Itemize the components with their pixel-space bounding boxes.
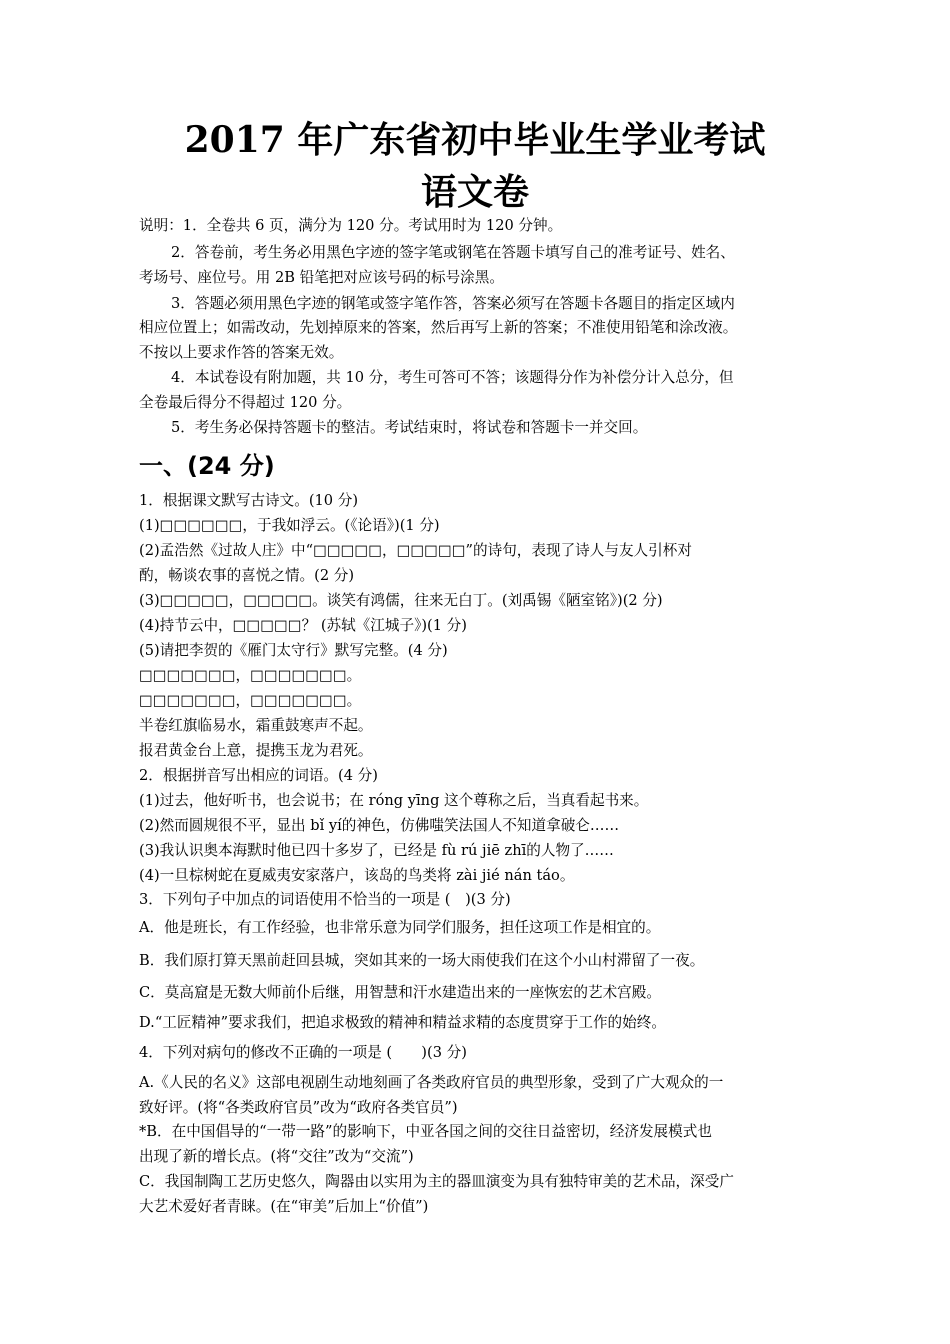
- option-c: C．我国制陶工艺历史悠久，陶器由以实用为主的器皿演变为具有独特审美的艺术品，深受广: [139, 1173, 734, 1190]
- option-a: A．他是班长，有工作经验，也非常乐意为同学们服务，担任这项工作是相宜的。: [139, 919, 661, 936]
- instruction-line: 考场号、座位号。用 2B 铅笔把对应该号码的标号涂黑。: [139, 269, 504, 286]
- option-b-cont: 出现了新的增长点。(将“交往”改为“交流”): [139, 1148, 414, 1165]
- question-stem: 4．下列对病句的修改不正确的一项是 ( )(3 分): [139, 1044, 467, 1061]
- option-c: C．莫高窟是无数大师前仆后继，用智慧和汗水建造出来的一座恢宏的艺术宫殿。: [139, 984, 661, 1001]
- exam-title: 2017 年广东省初中毕业生学业考试: [184, 119, 766, 161]
- option-c-cont: 大艺术爱好者青睐。(在“审美”后加上“价值”): [139, 1198, 429, 1215]
- option-a: A.《人民的名义》这部电视剧生动地刻画了各类政府官员的典型形象，受到了广大观众的一: [139, 1074, 724, 1091]
- question-part: (5)请把李贺的《雁门太守行》默写完整。(4 分): [139, 642, 448, 659]
- question-part: (2)然而圆规很不平，显出 bǐ yí的神色，仿佛嗤笑法国人不知道拿破仑……: [139, 817, 620, 834]
- question-part: (1)过去，他好听书，也会说书；在 róng yīng 这个尊称之后，当真看起书来。: [139, 792, 649, 809]
- instruction-line: 全卷最后得分不得超过 120 分。: [139, 394, 352, 411]
- instruction-line: 3．答题必须用黑色字迹的钢笔或签字笔作答，答案必须写在答题卡各题目的指定区域内: [171, 295, 735, 312]
- option-b: B．我们原打算天黑前赶回县城，突如其来的一场大雨使我们在这个小山村滞留了一夜。: [139, 952, 705, 969]
- question-part: 酌，畅谈农事的喜悦之情。(2 分): [139, 567, 355, 584]
- question-stem: 1．根据课文默写古诗文。(10 分): [139, 492, 359, 509]
- poem-line: □□□□□□□，□□□□□□□。: [139, 692, 362, 709]
- option-b: *B．在中国倡导的“一带一路”的影响下，中亚各国之间的交往日益密切，经济发展模式也: [139, 1123, 712, 1140]
- instruction-line: 相应位置上；如需改动，先划掉原来的答案，然后再写上新的答案；不准使用铅笔和涂改液。: [139, 319, 738, 336]
- exam-subtitle: 语文卷: [420, 171, 529, 213]
- instruction-line: 说明：1．全卷共 6 页，满分为 120 分。考试用时为 120 分钟。: [139, 217, 563, 234]
- section-heading: 一、(24 分): [139, 452, 275, 480]
- option-d: D.“工匠精神”要求我们，把追求极致的精神和精益求精的态度贯穿于工作的始终。: [139, 1014, 666, 1031]
- question-part: (4)一旦棕树蛇在夏威夷安家落户，该岛的鸟类将 zài jié nán táo。: [139, 867, 575, 884]
- instruction-line: 4．本试卷设有附加题，共 10 分，考生可答可不答；该题得分作为补偿分计入总分，但: [171, 369, 734, 386]
- poem-line: □□□□□□□，□□□□□□□。: [139, 667, 362, 684]
- question-stem: 3．下列句子中加点的词语使用不恰当的一项是 ( )(3 分): [139, 891, 511, 908]
- question-part: (4)持节云中，□□□□□？ (苏轼《江城子》)(1 分): [139, 617, 467, 634]
- question-part: (3)我认识奥本海默时他已四十多岁了，已经是 fù rú jiē zhī的人物了……: [139, 842, 614, 859]
- question-part: (2)孟浩然《过故人庄》中“□□□□□，□□□□□”的诗句，表现了诗人与友人引杯对: [139, 542, 692, 559]
- option-a-cont: 致好评。(将“各类政府官员”改为“政府各类官员”): [139, 1099, 458, 1116]
- instruction-line: 5．考生务必保持答题卡的整洁。考试结束时，将试卷和答题卡一并交回。: [171, 419, 648, 436]
- poem-line: 半卷红旗临易水，霜重鼓寒声不起。: [139, 717, 373, 734]
- instruction-line: 不按以上要求作答的答案无效。: [139, 344, 344, 361]
- question-stem: 2．根据拼音写出相应的词语。(4 分): [139, 767, 378, 784]
- instruction-line: 2．答卷前，考生务必用黑色字迹的签字笔或钢笔在答题卡填写自己的准考证号、姓名、: [171, 244, 735, 261]
- poem-line: 报君黄金台上意，提携玉龙为君死。: [139, 742, 373, 759]
- question-part: (3)□□□□□，□□□□□。谈笑有鸿儒，往来无白丁。(刘禹锡《陋室铭》)(2 分): [139, 592, 663, 609]
- question-part: (1)□□□□□□，于我如浮云。(《论语》)(1 分): [139, 517, 440, 534]
